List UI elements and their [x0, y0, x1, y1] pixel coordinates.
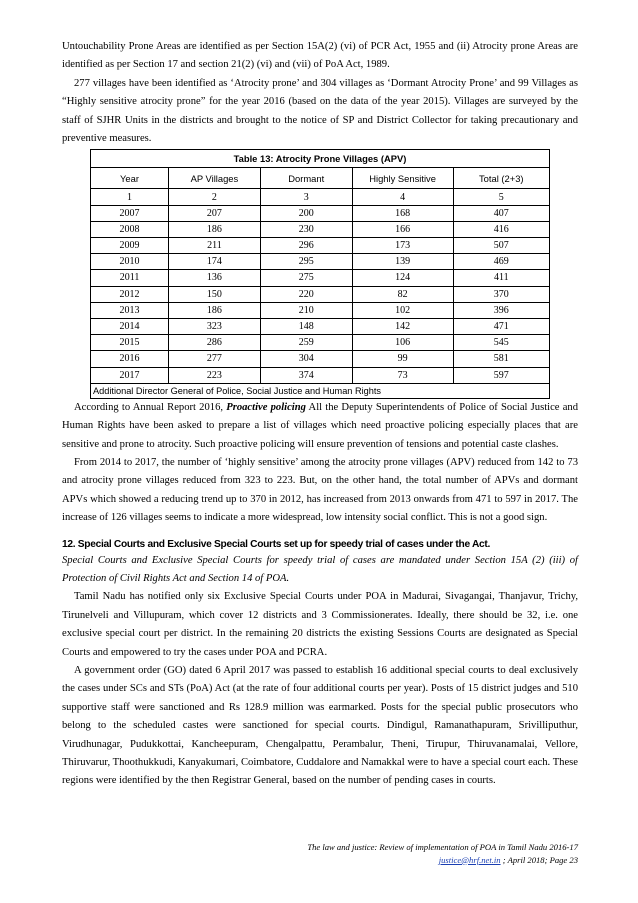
table-cell: 106 [352, 335, 453, 351]
table-cell: 186 [169, 302, 261, 318]
table-cell: 469 [453, 254, 549, 270]
table-cell: 2009 [91, 238, 169, 254]
table-cell: 296 [260, 238, 352, 254]
table-cell: 286 [169, 335, 261, 351]
table-cell: 2008 [91, 221, 169, 237]
table-cell: 597 [453, 367, 549, 383]
atrocity-prone-villages-table [90, 149, 550, 398]
table-cell: 304 [260, 351, 352, 367]
table-header-row [91, 168, 550, 189]
section-12-heading: 12. Special Courts and Exclusive Special Courts set up for speedy trial of cases under the Act. [62, 538, 491, 550]
table-row [91, 205, 550, 221]
table-cell: 166 [352, 221, 453, 237]
header-total: Total (2+3) [453, 168, 549, 189]
table-cell: 507 [453, 238, 549, 254]
table-cell: 148 [260, 318, 352, 334]
table-cell: 275 [260, 270, 352, 286]
table-cell: 223 [169, 367, 261, 383]
table-row [91, 286, 550, 302]
table-cell: 407 [453, 205, 549, 221]
body-paragraph-5: Tamil Nadu has notified only six Exclusive Special Courts under POA in Madurai, Sivagangai, Thanjavur, Trichy, Tirunelveli and Villupuram, which cover 12 districts and 3 Commissionerates. Ideally, there should be 32, i.e. one exclusive special court per district. In the remaining 20 districts the existing Sessions Courts are designated as Special Courts and empowered to try the cases under POA and PCRA. [62, 591, 578, 658]
table-cell: 259 [260, 335, 352, 351]
p3-rest: All the Deputy Superintendents of Police of Social Justice and Human Rights have been asked to prepare a list of villages which need proactive policing especially places that are sensitive and prone to atrocity. Such proactive policing will ensure prevention of tensions and potential caste clashes. [62, 401, 579, 450]
table-cell: 139 [352, 254, 453, 270]
table-row [91, 302, 550, 318]
table-cell: 396 [453, 302, 549, 318]
table-row [91, 335, 550, 351]
body-paragraph-4: From 2014 to 2017, the number of ‘highly sensitive’ among the atrocity prone villages (APV) reduced from 142 to 73 and atrocity prone villages reduced from 323 to 223. But, on the other hand, the total number of APVs and dormant APVs which showed a reducing trend up to 370 in 2012, has increased from 2013 onwards from 471 to 597 in 2017. The increase of 126 villages seems to indicate a more widespread, low intensity social conflict. This is not a good sign. [62, 456, 578, 524]
table-cell: 173 [352, 238, 453, 254]
table-cell: 150 [169, 286, 261, 302]
table-cell: 295 [260, 254, 352, 270]
footer-date-page: ; April 2018; Page 23 [500, 854, 578, 865]
table-cell: 174 [169, 254, 261, 270]
table-cell: 2011 [91, 270, 169, 286]
table-index-row [91, 189, 550, 205]
table-cell: 2 [169, 189, 261, 205]
table-cell: 2017 [91, 367, 169, 383]
table-cell: 5 [453, 189, 549, 205]
table-cell: 374 [260, 367, 352, 383]
table-row [91, 351, 550, 367]
table-cell: 2013 [91, 302, 169, 318]
body-paragraph-3 [62, 399, 578, 454]
table-cell: 4 [352, 189, 453, 205]
table-cell: 545 [453, 335, 549, 351]
table-cell: 411 [453, 270, 549, 286]
table-cell: 186 [169, 221, 261, 237]
table-cell: 3 [260, 189, 352, 205]
table-cell: 471 [453, 318, 549, 334]
table-cell: 73 [352, 367, 453, 383]
table-cell: 277 [169, 351, 261, 367]
intro-paragraph-1: Untouchability Prone Areas are identified as per Section 15A(2) (vi) of PCR Act, 1955 and (ii) Atrocity prone Areas are identified as per Section 17 and section 21(2) (vi) and (vii) of PoA Act, 1989. [62, 41, 578, 71]
table-cell: 230 [260, 221, 352, 237]
table-cell: 2016 [91, 351, 169, 367]
table-cell: 200 [260, 205, 352, 221]
footer-email-link[interactable]: justice@hrf.net.in [438, 854, 501, 865]
table-cell: 136 [169, 270, 261, 286]
table-row [91, 270, 550, 286]
table-cell: 220 [260, 286, 352, 302]
header-ap-villages: AP Villages [169, 168, 261, 189]
table-cell: 2010 [91, 254, 169, 270]
table-cell: 210 [260, 302, 352, 318]
table-row [91, 254, 550, 270]
table-cell: 211 [169, 238, 261, 254]
footer-title: The law and justice: Review of implementation of POA in Tamil Nadu 2016-17 [307, 842, 578, 852]
table-row [91, 367, 550, 383]
table-cell: 2007 [91, 205, 169, 221]
table-cell: 168 [352, 205, 453, 221]
header-year: Year [91, 168, 169, 189]
table-cell: 416 [453, 221, 549, 237]
table-cell: 2015 [91, 335, 169, 351]
table-row [91, 238, 550, 254]
table-cell: 142 [352, 318, 453, 334]
body-paragraph-6: A government order (GO) dated 6 April 2017 was passed to establish 16 additional special courts to deal exclusively the cases under SCs and STs (PoA) Act (at the rate of four additional courts per year). Posts of 15 district judges and 510 supportive staff were sanctioned and Rs 128.9 million was earmarked. Posts for the special public prosecutors who belong to the scheduled castes were sanctioned for special courts. Dindigul, Ramanathapuram, Srivilliputhur, Virudhunagar, Pudukkottai, Kancheepuram, Chengalpattu, Perambalur, Theni, Tirupur, Thiruvanamalai, Vellore, Thiruvarur, Thoothukkudi, Kanyakumari, Coimbatore, Cuddalore and Namakkal were to have a special court each. These regions were identified by the then Registrar General, based on the number of pending cases in courts. [62, 664, 578, 787]
table-cell: 2014 [91, 318, 169, 334]
page-footer [307, 841, 578, 866]
table-row [91, 318, 550, 334]
table-title: Table 13: Atrocity Prone Villages (APV) [90, 149, 550, 167]
table-cell: 323 [169, 318, 261, 334]
table-source: Additional Director General of Police, Social Justice and Human Rights [91, 383, 550, 398]
table-cell: 82 [352, 286, 453, 302]
page-content [62, 38, 578, 791]
p3-emphasis: Proactive policing [226, 401, 306, 413]
table-cell: 99 [352, 351, 453, 367]
table-cell: 207 [169, 205, 261, 221]
header-highly-sensitive: Highly Sensitive [352, 168, 453, 189]
table-cell: 102 [352, 302, 453, 318]
table-cell: 370 [453, 286, 549, 302]
table-cell: 2012 [91, 286, 169, 302]
table-cell: 581 [453, 351, 549, 367]
table-source-row [91, 383, 550, 398]
p3-lead: According to Annual Report 2016, [74, 401, 227, 413]
footer-line-2 [307, 854, 578, 867]
section-12-subheading: Special Courts and Exclusive Special Courts for speedy trial of cases are mandated under Section 15A (2) (iii) of Protection of Civil Rights Act and Section 14 of POA. [62, 554, 578, 584]
table-cell: 124 [352, 270, 453, 286]
table-cell: 1 [91, 189, 169, 205]
table-row [91, 221, 550, 237]
intro-paragraph-2: 277 villages have been identified as ‘Atrocity prone’ and 304 villages as ‘Dormant Atrocity Prone’ and 99 Villages as “Highly sensitive atrocity prone” for the year 2016 (based on the data of the year 2015). Villages are surveyed by the staff of SJHR Units in the districts and brought to the notice of SP and District Collector for taking precautionary and preventive measures. [62, 77, 578, 145]
header-dormant: Dormant [260, 168, 352, 189]
